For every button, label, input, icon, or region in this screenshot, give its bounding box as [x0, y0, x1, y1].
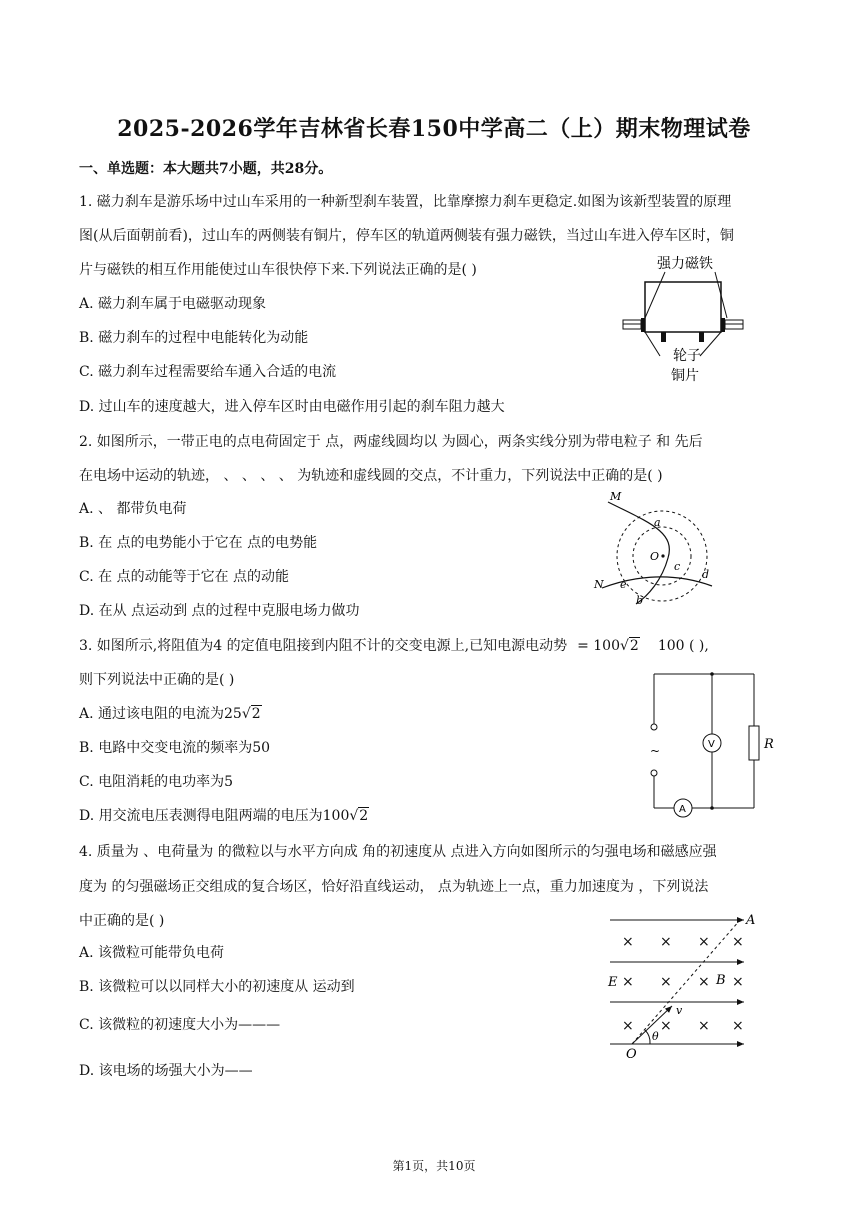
svg-text:×: × [622, 1018, 634, 1034]
q4-option-d[interactable]: D. 该电场的场强大小为—— [79, 1063, 253, 1079]
q4-fig-label-b: B [716, 973, 726, 988]
q3-stem-sqrt: 2 [629, 638, 639, 654]
q2-fig-label-m: M [610, 490, 622, 503]
q3-option-c[interactable]: C. 电阻消耗的电功率为5 [79, 774, 234, 790]
q4-stem-line2: 度为 的匀强磁场正交组成的复合场区，恰好沿直线运动， 点为轨迹上一点，重力加速度为 ，下列说法 [79, 879, 709, 895]
q2-fig-label-n: N [594, 578, 604, 591]
q3-stem-text: 3. 如图所示,将阻值为4 的定值电阻接到内阻不计的交变电源上,已知电源电动势 [79, 638, 568, 654]
svg-text:×: × [622, 974, 634, 990]
ac-source-icon: ~ [650, 744, 661, 758]
q1-option-d[interactable]: D. 过山车的速度越大，进入停车区时由电磁作用引起的刹车阻力越大 [79, 399, 505, 415]
svg-text:×: × [660, 974, 672, 990]
q2-stem-line1: 2. 如图所示，一带正电的点电荷固定于 点，两虚线圆均以 为圆心，两条实线分别为带电粒子 和 先后 [79, 434, 703, 450]
q3-option-d-sqrt: 2 [359, 808, 369, 824]
q2-option-d[interactable]: D. 在从 点运动到 点的过程中克服电场力做功 [79, 603, 360, 619]
q2-option-b[interactable]: B. 在 点的电势能小于它在 点的电势能 [79, 535, 318, 551]
q1-fig-label-copper: 铜片 [671, 368, 699, 384]
q4-fig-label-a: A [746, 913, 756, 928]
page-title: 2025-2026学年吉林省长春150中学高二（上）期末物理试卷 [117, 116, 751, 142]
svg-text:×: × [698, 934, 710, 950]
q2-option-a[interactable]: A. 、 都带负电荷 [79, 501, 187, 517]
svg-text:×: × [698, 1018, 710, 1034]
q1-option-b[interactable]: B. 磁力刹车的过程中电能转化为动能 [79, 330, 309, 346]
q3-sqrt-symbol: √ [619, 638, 629, 654]
svg-text:×: × [732, 934, 744, 950]
q4-fig-label-theta: θ [652, 1030, 659, 1043]
q3-figure-circuit [648, 668, 784, 818]
q3-stem-line1 [79, 636, 709, 656]
section-heading: 一、单选题：本大题共7小题，共28分。 [79, 161, 333, 177]
q2-fig-label-e: e [620, 578, 627, 591]
svg-text:×: × [698, 974, 710, 990]
svg-text:×: × [732, 1018, 744, 1034]
q4-option-a[interactable]: A. 该微粒可能带负电荷 [79, 945, 225, 961]
q1-fig-label-wheel: 轮子 [673, 348, 701, 364]
svg-text:×: × [732, 974, 744, 990]
q4-figure-fields [604, 906, 764, 1062]
q3-option-d[interactable] [79, 806, 369, 826]
svg-text:×: × [660, 934, 672, 950]
q2-fig-label-c: c [674, 560, 681, 573]
q3-option-d-sqrt-symbol: √ [349, 808, 359, 824]
q1-figure-magnetic-brake [615, 248, 775, 388]
q1-fig-label-magnet: 强力磁铁 [657, 256, 713, 272]
q4-fig-label-e: E [608, 975, 618, 990]
q4-fig-label-o: O [626, 1047, 637, 1062]
q4-stem-line3: 中正确的是( ) [79, 913, 165, 929]
q4-stem-line1: 4. 质量为 、电荷量为 的微粒以与水平方向成 角的初速度从 点进入方向如图所示的匀强电场和磁感应强 [79, 844, 717, 860]
q2-fig-label-d: d [702, 568, 710, 581]
svg-text:×: × [660, 1018, 672, 1034]
q2-option-c[interactable]: C. 在 点的动能等于它在 点的动能 [79, 569, 290, 585]
q3-option-a-text: A. 通过该电阻的电流为25 [79, 706, 242, 722]
q3-fig-ammeter: A [679, 804, 686, 815]
q2-figure-trajectories [588, 488, 723, 608]
q2-fig-label-b: b [636, 594, 644, 607]
q3-option-d-text: D. 用交流电压表测得电阻两端的电压为100 [79, 808, 350, 824]
q3-stem-equation: = 100 [577, 638, 620, 654]
q3-option-a-sqrt-symbol: √ [241, 706, 251, 722]
q1-option-a[interactable]: A. 磁力刹车属于电磁驱动现象 [79, 296, 267, 312]
page-footer: 第1页，共10页 [392, 1159, 476, 1173]
q2-fig-label-o: O [650, 550, 660, 563]
svg-text:×: × [622, 934, 634, 950]
q2-stem-line2: 在电场中运动的轨迹， 、 、 、 、 为轨迹和虚线圆的交点，不计重力，下列说法中正确的是( ) [79, 468, 663, 484]
q1-stem-line2: 图(从后面朝前看)，过山车的两侧装有铜片，停车区的轨道两侧装有强力磁铁，当过山车进入停车区时，铜 [79, 228, 734, 244]
q3-fig-resistor: R [764, 737, 774, 752]
q3-fig-voltmeter: V [708, 739, 715, 750]
q3-option-b[interactable]: B. 电路中交变电流的频率为50 [79, 740, 271, 756]
q4-option-c[interactable]: C. 该微粒的初速度大小为——— [79, 1017, 281, 1033]
q3-stem-tail: 100 ( ), [657, 638, 709, 654]
q1-stem-line3: 片与磁铁的相互作用能使过山车很快停下来.下列说法正确的是( ) [79, 262, 477, 278]
q4-fig-label-v: v [676, 1004, 683, 1017]
q2-fig-label-a: a [654, 516, 661, 529]
q1-stem-line1: 1. 磁力刹车是游乐场中过山车采用的一种新型刹车装置，比靠摩擦力刹车更稳定.如图为该新型装置的原理 [79, 194, 732, 210]
q3-option-a[interactable] [79, 704, 262, 724]
q3-option-a-sqrt: 2 [251, 706, 261, 722]
q3-stem-line2: 则下列说法中正确的是( ) [79, 672, 235, 688]
q1-option-c[interactable]: C. 磁力刹车过程需要给车通入合适的电流 [79, 364, 337, 380]
q4-option-b[interactable]: B. 该微粒可以以同样大小的初速度从 运动到 [79, 979, 355, 995]
